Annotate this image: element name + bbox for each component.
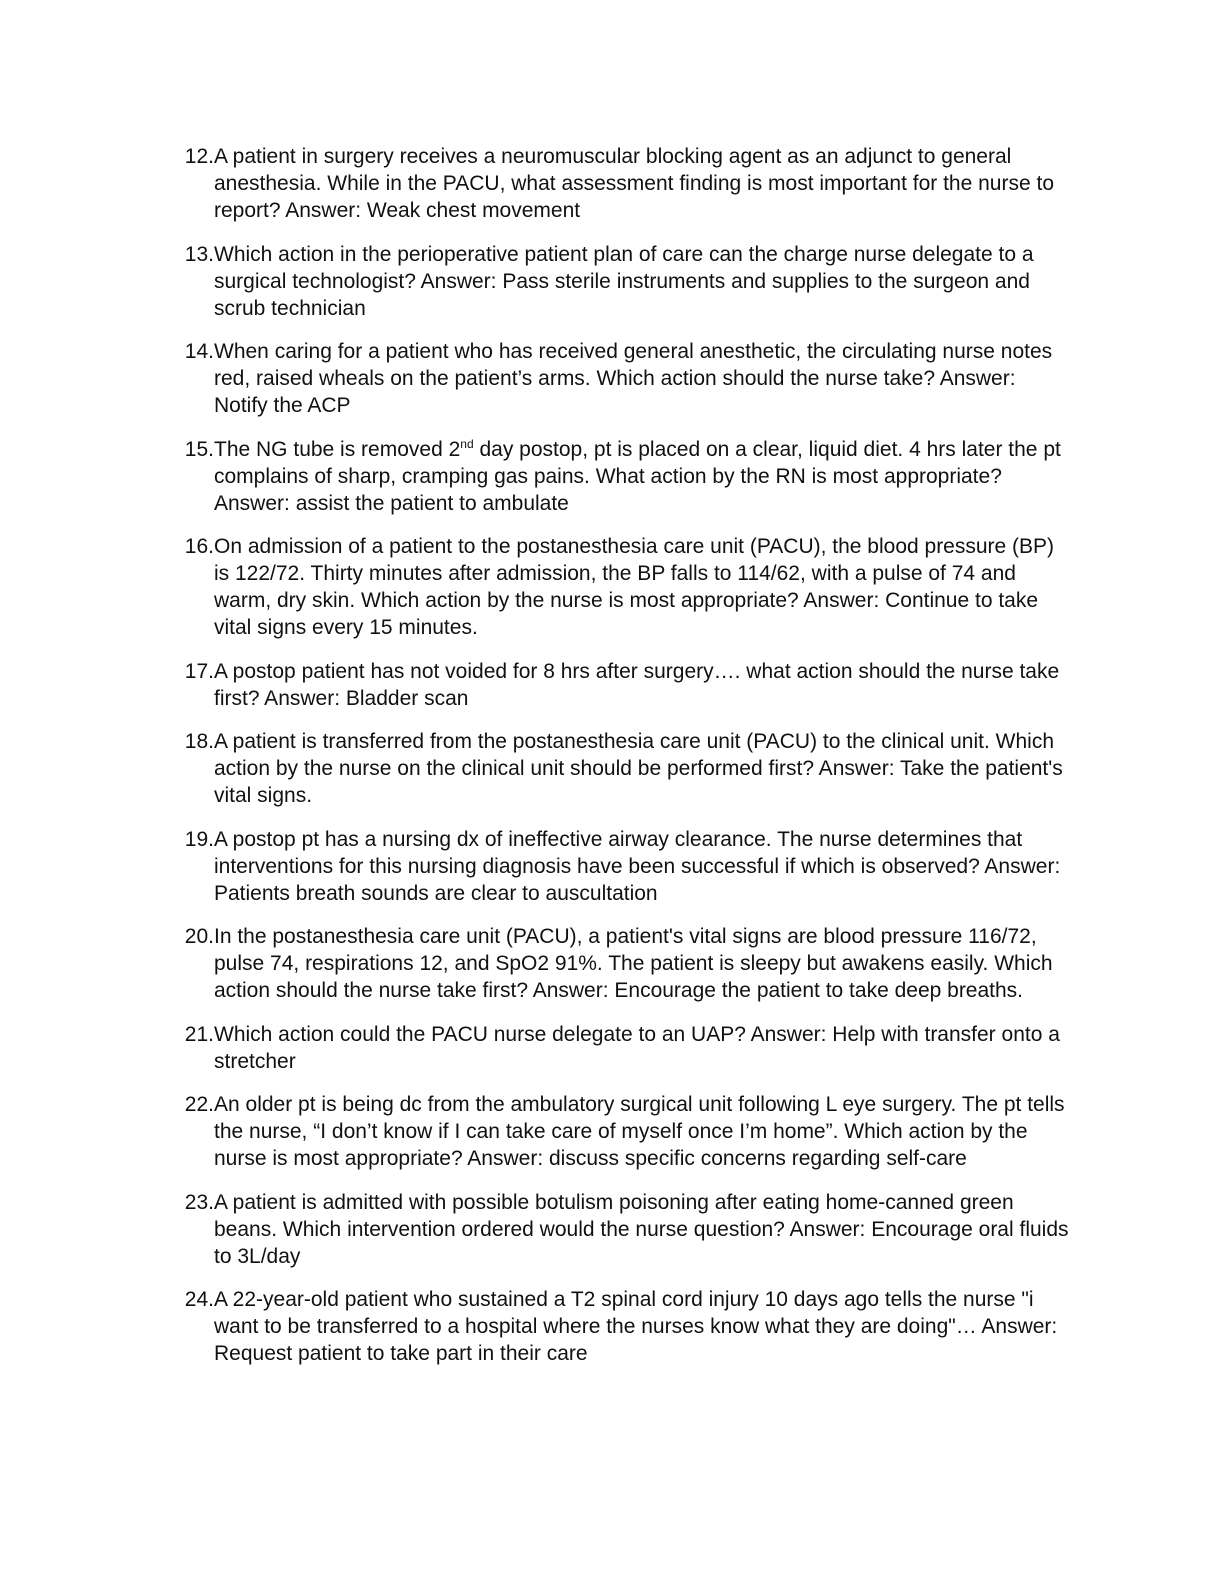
list-number: 23. xyxy=(184,1190,214,1214)
list-text: When caring for a patient who has received general anesthetic, the circulating nurse notes red, raised wheals on the patient’s arms. Which action should the nurse take? Answer: Notify the ACP xyxy=(214,340,1053,417)
list-item-22 xyxy=(160,1091,1075,1172)
list-text: A patient is admitted with possible botulism poisoning after eating home-canned green beans. Which intervention ordered would the nurse question? Answer: Encourage oral fluids to 3L/day xyxy=(214,1190,1069,1268)
list-number: 24. xyxy=(184,1288,214,1311)
list-item-20 xyxy=(160,923,1075,1004)
list-text: On admission of a patient to the postanesthesia care unit (PACU), the blood pressure (BP) is 122/72. Thirty minutes after admission, the BP falls to 114/62, with a pulse of 74 and warm, dry skin. Which action by the nurse is most appropriate? Answer: Continue to take vital signs every 15 minutes. xyxy=(214,535,1055,639)
list-number: 17. xyxy=(184,659,214,683)
list-number: 14. xyxy=(184,340,214,363)
list-text: A postop patient has not voided for 8 hrs after surgery…. what action should the nurse take first? Answer: Bladder scan xyxy=(214,659,1060,710)
list-item-16 xyxy=(160,533,1075,641)
ordinal-superscript: nd xyxy=(460,436,474,451)
list-number: 18. xyxy=(184,730,214,753)
list-number: 15. xyxy=(184,437,214,461)
list-text: A patient in surgery receives a neuromuscular blocking agent as an adjunct to general anesthesia. While in the PACU, what assessment finding is most important for the nurse to report? Answer: Weak chest movement xyxy=(214,145,1054,222)
list-text-part-b: day postop, pt is placed on a clear, liquid diet. 4 hrs later the pt complains of sharp, cramping gas pains. What action by the RN is most appropriate? Answer: assist the patient to ambulate xyxy=(214,437,1061,515)
list-number: 16. xyxy=(184,535,214,558)
list-text: Which action in the perioperative patient plan of care can the charge nurse delegate to a surgical technologist? Answer: Pass sterile instruments and supplies to the surgeon and scrub technician xyxy=(214,242,1034,320)
list-item-24 xyxy=(160,1286,1075,1367)
list-number: 12. xyxy=(184,145,214,168)
list-text: A 22-year-old patient who sustained a T2 spinal cord injury 10 days ago tells the nurse "i want to be transferred to a hospital where the nurses know what they are doing"… Answer: Request patient to take part in their care xyxy=(214,1288,1058,1365)
list-text: A patient is transferred from the postanesthesia care unit (PACU) to the clinical unit. Which action by the nurse on the clinical unit should be performed first? Answer: Take the patient's vital signs. xyxy=(214,730,1063,807)
list-number: 13. xyxy=(184,242,214,266)
question-list xyxy=(160,143,1075,1384)
list-item-17 xyxy=(160,658,1075,712)
list-item-19 xyxy=(160,826,1075,907)
list-text: An older pt is being dc from the ambulatory surgical unit following L eye surgery. The pt tells the nurse, “I don’t know if I can take care of myself once I’m home”. Which action by the nurse is most appropriate? Answer: discuss specific concerns regarding self-care xyxy=(214,1093,1065,1170)
list-item-23 xyxy=(160,1189,1075,1270)
list-number: 21. xyxy=(184,1022,214,1046)
list-number: 20. xyxy=(184,925,214,948)
list-text-part-a: The NG tube is removed 2 xyxy=(214,437,461,461)
list-number: 19. xyxy=(184,827,214,851)
list-item-12 xyxy=(160,143,1075,224)
list-item-13 xyxy=(160,241,1075,322)
list-number: 22. xyxy=(184,1093,214,1116)
list-item-18 xyxy=(160,728,1075,809)
list-text: A postop pt has a nursing dx of ineffective airway clearance. The nurse determines that interventions for this nursing diagnosis have been successful if which is observed? Answer: Patients breath sounds are clear to auscultation xyxy=(214,827,1061,905)
list-item-14 xyxy=(160,338,1075,419)
list-item-15 xyxy=(160,436,1075,517)
list-text xyxy=(214,436,1075,517)
list-text: Which action could the PACU nurse delegate to an UAP? Answer: Help with transfer onto a stretcher xyxy=(214,1022,1060,1073)
list-item-21 xyxy=(160,1021,1075,1075)
list-text: In the postanesthesia care unit (PACU), a patient's vital signs are blood pressure 116/72, pulse 74, respirations 12, and SpO2 91%. The patient is sleepy but awakens easily. Which action should the nurse take first? Answer: Encourage the patient to take deep breaths. xyxy=(214,925,1053,1002)
